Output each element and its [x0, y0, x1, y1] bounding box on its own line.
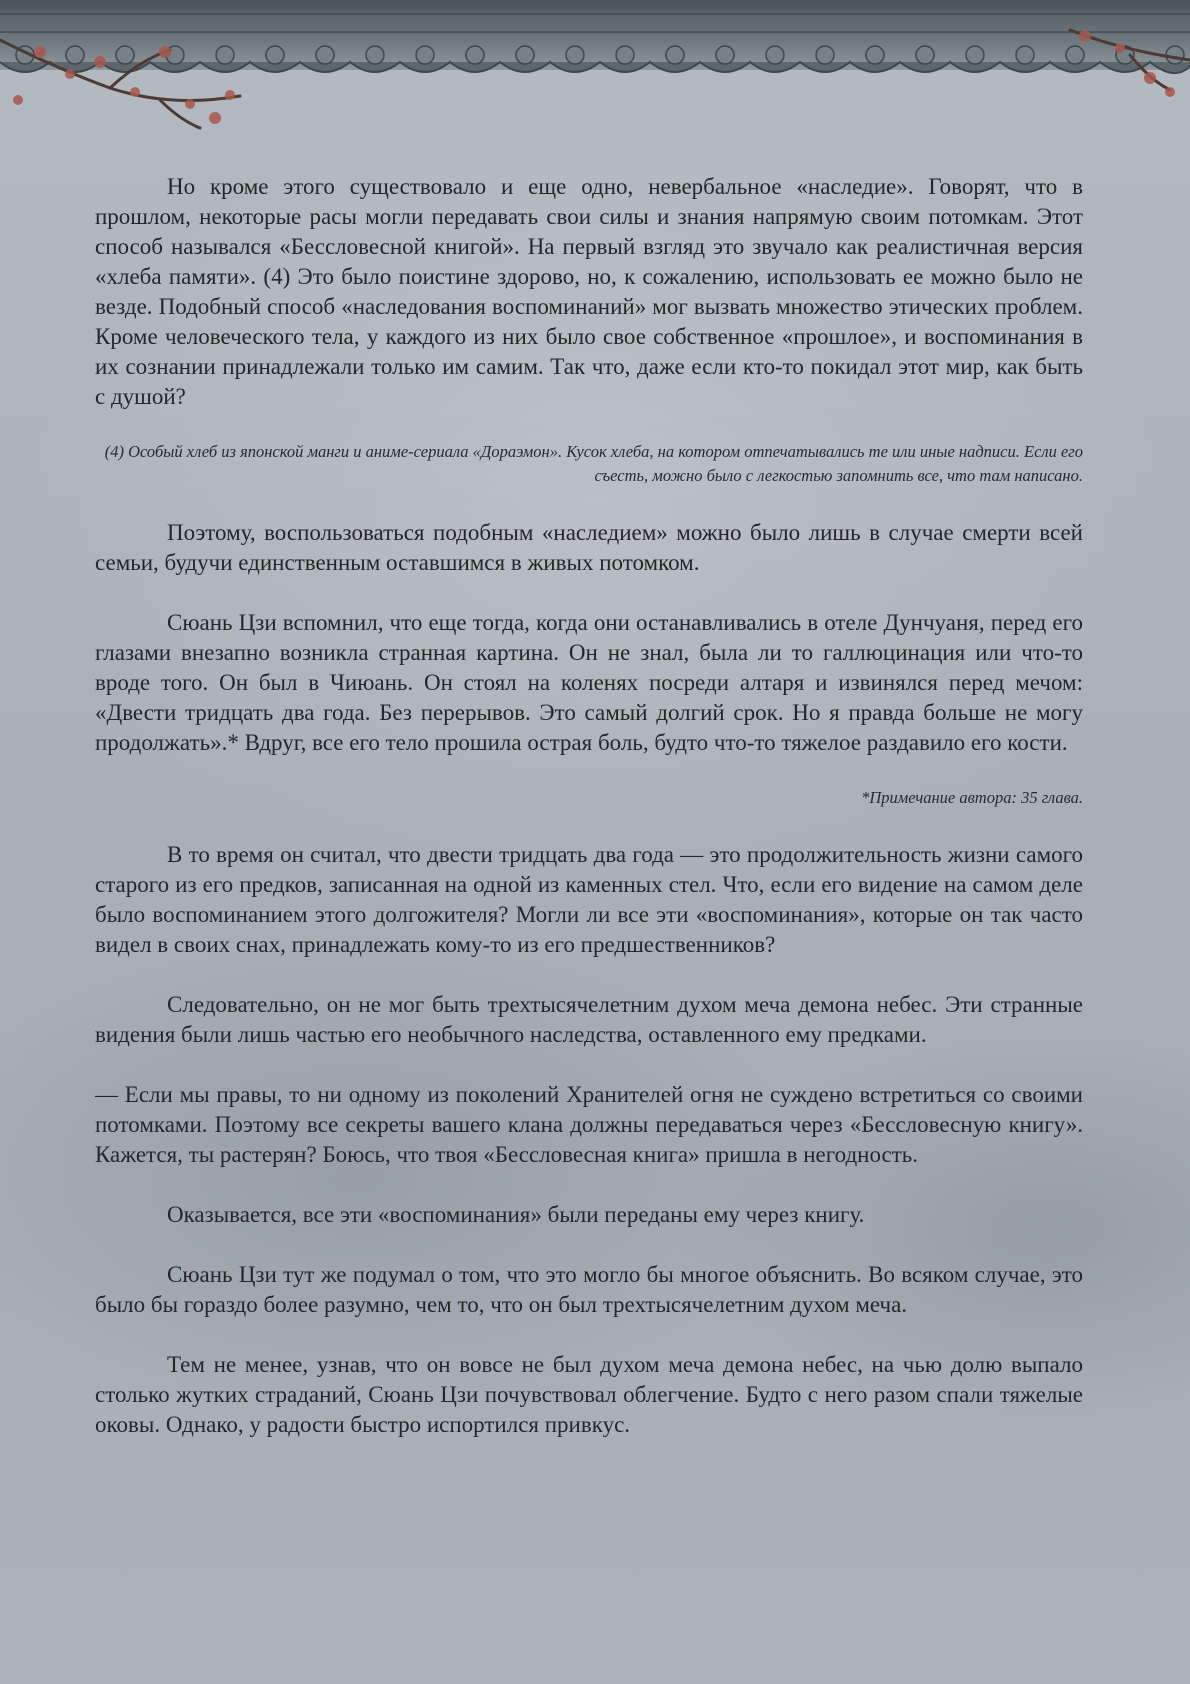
- paragraph-7: Оказывается, все эти «воспоминания» были переданы ему через книгу.: [167, 1202, 865, 1227]
- paragraph-9: Тем не менее, узнав, что он вовсе не был духом меча демона небес, на чью долю выпало столько жутких страданий, Сюань Цзи почувствовал облегчение. Будто с него разом спали тяжелые оковы. Однако, у радости быстро испортился привкус.: [95, 1352, 1083, 1437]
- dialogue-paragraph: — Если мы правы, то ни одному из поколений Хранителей огня не суждено встретиться со своими потомками. Поэтому все секреты вашего клана должны передаваться через «Бессловесную книгу». Кажется, ты растерян? Боюсь, что твоя «Бессловесная книга» пришла в негодность.: [95, 1082, 1083, 1167]
- paragraph-2: Поэтому, воспользоваться подобным «наследием» можно было лишь в случае смерти всей семьи, будучи единственным оставшимся в живых потомком.: [95, 520, 1083, 575]
- paragraph-8: Сюань Цзи тут же подумал о том, что это могло бы многое объяснить. Во всяком случае, это было бы гораздо более разумно, чем то, что он был трехтысячелетним духом меча.: [95, 1262, 1083, 1317]
- paragraph-4: В то время он считал, что двести тридцать два года — это продолжительность жизни самого старого из его предков, записанная на одной из каменных стел. Что, если его видение на самом деле было воспоминанием этого долгожителя? Могли ли все эти «воспоминания», которые он так часто видел в своих снах, принадлежать кому-то из его предшественников?: [95, 842, 1083, 957]
- text-block: [95, 172, 1083, 1440]
- roof-tiles-with-blossoms-icon: [0, 0, 1190, 140]
- author-note: *Примечание автора: 35 глава.: [861, 788, 1083, 807]
- footnote-4: (4) Особый хлеб из японской манги и аниме-сериала «Дораэмон». Кусок хлеба, на котором отпечатывались те или иные надписи. Если его съесть, можно было с легкостью запомнить все, что там написано.: [104, 442, 1083, 485]
- paragraph-5: Следовательно, он не мог быть трехтысячелетним духом меча демона небес. Эти странные видения были лишь частью его необычного наследства, оставленного ему предками.: [95, 992, 1083, 1047]
- paragraph-3: Сюань Цзи вспомнил, что еще тогда, когда они останавливались в отеле Дунчуаня, перед его глазами внезапно возникла странная картина. Он не знал, была ли то галлюцинация или что-то вроде того. Он был в Чиюань. Он стоял на коленях посреди алтаря и извинялся перед мечом: «Двести тридцать два года. Без перерывов. Это самый долгий срок. Но я правда больше не могу продолжать».* Вдруг, все его тело прошила острая боль, будто что-то тяжелое раздавило его кости.: [95, 610, 1083, 755]
- paragraph-1: Но кроме этого существовало и еще одно, невербальное «наследие». Говорят, что в прошлом, некоторые расы могли передавать свои силы и знания напрямую своим потомкам. Этот способ назывался «Бессловесной книгой». На первый взгляд это звучало как реалистичная версия «хлеба памяти». (4) Это было поистине здорово, но, к сожалению, использовать ее можно было не везде. Подобный способ «наследования воспоминаний» мог вызвать множество этических проблем. Кроме человеческого тела, у каждого из них было свое собственное «прошлое», и воспоминания в их сознании принадлежали только им самим. Так что, даже если кто-то покидал этот мир, как быть с душой?: [95, 174, 1083, 409]
